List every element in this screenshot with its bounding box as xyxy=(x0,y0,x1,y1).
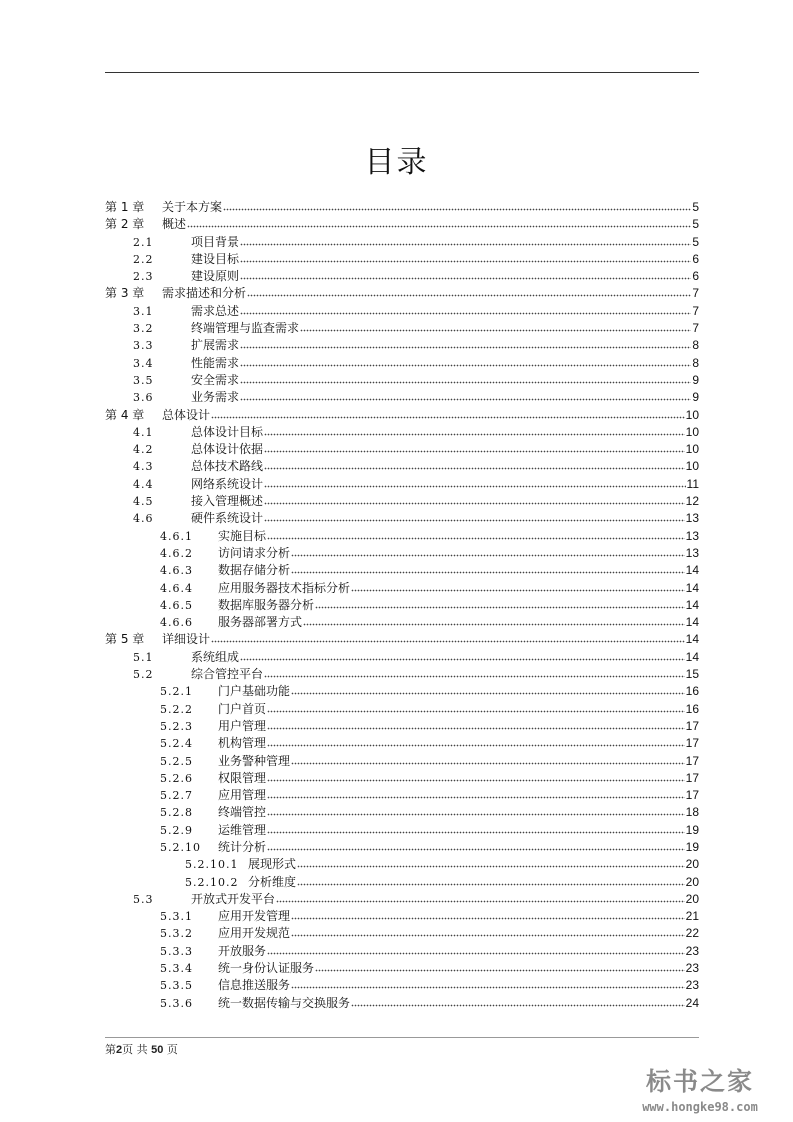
toc-entry[interactable] xyxy=(105,528,699,545)
toc-leader-dots xyxy=(303,616,685,626)
toc-entry-number: 第 4 章 xyxy=(105,407,145,422)
toc-entry-number: 5.2.10 xyxy=(160,840,201,854)
watermark-logo: 标书之家 xyxy=(645,1067,754,1096)
toc-leader-dots xyxy=(291,564,685,574)
toc-entry-number: 4.6 xyxy=(133,512,154,526)
toc-entry-number: 5.3.1 xyxy=(160,910,193,924)
toc-entry[interactable] xyxy=(105,908,699,925)
toc-entry[interactable] xyxy=(105,631,699,648)
toc-entry[interactable] xyxy=(105,303,699,320)
toc-leader-dots xyxy=(223,201,691,211)
toc-entry-page: 11 xyxy=(686,476,699,491)
toc-leader-dots xyxy=(300,322,691,332)
toc-entry-number: 4.4 xyxy=(133,477,154,491)
toc-entry-label: 数据存储分析 xyxy=(218,563,291,578)
toc-leader-dots xyxy=(315,962,685,972)
toc-entry-page: 13 xyxy=(685,545,699,560)
toc-entry[interactable] xyxy=(105,372,699,389)
toc-entry-label: 关于本方案 xyxy=(162,200,223,214)
toc-leader-dots xyxy=(267,720,685,730)
toc-entry-label: 项目背景 xyxy=(191,234,240,249)
toc-entry[interactable] xyxy=(105,960,699,977)
toc-entry-page: 18 xyxy=(685,805,699,820)
toc-entry-number: 4.6.2 xyxy=(160,546,193,560)
toc-entry-number: 5.3.3 xyxy=(160,944,193,958)
toc-entry[interactable] xyxy=(105,407,699,424)
toc-entry-page: 12 xyxy=(685,494,699,509)
toc-entry[interactable] xyxy=(105,977,699,994)
toc-entry-page: 23 xyxy=(685,961,699,976)
toc-entry-number: 5.2.3 xyxy=(160,719,193,733)
toc-entry-page: 17 xyxy=(685,736,699,751)
toc-entry-number: 2.2 xyxy=(133,252,154,266)
footer-suffix: 页 xyxy=(166,1043,178,1056)
toc-entry-label: 总体技术路线 xyxy=(191,459,264,474)
toc-entry-label: 应用开发规范 xyxy=(218,926,291,941)
toc-entry-label: 硬件系统设计 xyxy=(191,511,264,526)
toc-entry-number: 3.4 xyxy=(133,356,154,370)
toc-entry-page: 8 xyxy=(692,338,699,353)
toc-entry-label: 详细设计 xyxy=(162,632,211,647)
toc-entry-page: 23 xyxy=(685,943,699,958)
toc-entry[interactable] xyxy=(105,649,699,666)
toc-entry-page: 10 xyxy=(685,442,699,457)
toc-entry-page: 21 xyxy=(685,909,699,924)
toc-entry-number: 4.6.6 xyxy=(160,616,193,630)
toc-entry[interactable] xyxy=(105,199,699,216)
toc-entry[interactable] xyxy=(105,234,699,251)
toc-entry-page: 6 xyxy=(692,251,699,266)
toc-entry-label: 安全需求 xyxy=(191,372,240,387)
toc-entry-number: 5.2.10.2 xyxy=(185,875,239,889)
toc-entry-number: 5.3.2 xyxy=(160,927,193,941)
toc-entry[interactable] xyxy=(105,441,699,458)
toc-leader-dots xyxy=(240,305,691,315)
toc-entry-page: 20 xyxy=(685,891,699,906)
toc-leader-dots xyxy=(351,582,685,592)
page-title: 目录 xyxy=(364,145,429,180)
toc-leader-dots xyxy=(267,703,685,713)
toc-entry-label: 建设原则 xyxy=(191,269,240,284)
toc-entry[interactable] xyxy=(105,839,699,856)
toc-entry-number: 3.6 xyxy=(133,391,154,405)
toc-entry-page: 8 xyxy=(692,355,699,370)
toc-entry-page: 5 xyxy=(692,200,699,214)
page-footer xyxy=(105,1041,178,1057)
toc-entry[interactable] xyxy=(105,943,699,960)
toc-entry-number: 5.2.2 xyxy=(160,702,193,716)
toc-entry-number: 3.5 xyxy=(133,373,154,387)
footer-total-pages: 50 xyxy=(151,1044,164,1056)
toc-entry-label: 运维管理 xyxy=(218,822,267,837)
toc-leader-dots xyxy=(291,927,685,937)
toc-entry[interactable] xyxy=(105,770,699,787)
toc-entry[interactable] xyxy=(105,614,699,631)
toc-entry[interactable] xyxy=(105,458,699,475)
footer-rule xyxy=(105,1037,699,1038)
toc-entry-label: 业务需求 xyxy=(191,390,240,405)
toc-entry-page: 16 xyxy=(685,701,699,716)
toc-entry[interactable] xyxy=(105,597,699,614)
toc-entry-number: 4.6.4 xyxy=(160,581,193,595)
toc-entry-label: 访问请求分析 xyxy=(218,545,291,560)
toc-entry[interactable] xyxy=(105,701,699,718)
toc-entry-label: 扩展需求 xyxy=(191,338,240,353)
toc-entry[interactable] xyxy=(105,355,699,372)
toc-entry-page: 14 xyxy=(685,597,699,612)
table-of-contents xyxy=(105,199,699,1012)
toc-entry-label: 终端管控 xyxy=(218,805,267,820)
toc-entry-number: 5.2.5 xyxy=(160,754,193,768)
toc-leader-dots xyxy=(264,512,685,522)
toc-entry-page: 6 xyxy=(692,269,699,284)
toc-entry-label: 应用开发管理 xyxy=(218,909,291,924)
toc-leader-dots xyxy=(264,460,685,470)
toc-entry-page: 10 xyxy=(685,424,699,439)
toc-entry-number: 3.2 xyxy=(133,322,154,336)
toc-entry-label: 服务器部署方式 xyxy=(218,615,303,630)
toc-leader-dots xyxy=(240,270,691,280)
toc-leader-dots xyxy=(351,997,685,1007)
toc-entry-page: 13 xyxy=(685,528,699,543)
toc-leader-dots xyxy=(291,910,685,920)
watermark xyxy=(625,1062,775,1114)
toc-entry-label: 实施目标 xyxy=(218,528,267,543)
toc-entry-page: 9 xyxy=(692,390,699,405)
toc-entry-page: 22 xyxy=(685,926,699,941)
toc-leader-dots xyxy=(187,218,691,228)
toc-entry-page: 10 xyxy=(685,459,699,474)
toc-entry[interactable] xyxy=(105,268,699,285)
toc-entry-label: 需求总述 xyxy=(191,303,240,318)
toc-entry[interactable] xyxy=(105,804,699,821)
toc-leader-dots xyxy=(291,685,685,695)
toc-entry-label: 门户基础功能 xyxy=(218,684,291,699)
watermark-url: www.hongke98.com xyxy=(642,1100,758,1114)
toc-leader-dots xyxy=(240,339,691,349)
toc-entry-page: 14 xyxy=(685,632,699,647)
toc-entry-number: 5.2.7 xyxy=(160,789,193,803)
toc-leader-dots xyxy=(211,409,685,419)
toc-leader-dots xyxy=(211,633,685,643)
toc-entry-number: 第 3 章 xyxy=(105,286,145,301)
toc-entry-label: 展现形式 xyxy=(248,857,297,872)
toc-entry-page: 17 xyxy=(685,788,699,803)
toc-entry[interactable] xyxy=(105,424,699,441)
toc-entry-number: 4.6.1 xyxy=(160,529,193,543)
toc-entry-label: 网络系统设计 xyxy=(191,476,264,491)
toc-entry[interactable] xyxy=(105,493,699,510)
toc-entry-label: 开放式开发平台 xyxy=(191,891,276,906)
toc-entry[interactable] xyxy=(105,476,699,493)
toc-leader-dots xyxy=(267,737,685,747)
toc-entry-label: 终端管理与监查需求 xyxy=(191,321,300,336)
toc-entry[interactable] xyxy=(105,337,699,354)
toc-entry-number: 5.3.6 xyxy=(160,996,193,1010)
toc-entry[interactable] xyxy=(105,735,699,752)
toc-entry[interactable] xyxy=(105,510,699,527)
toc-entry-page: 24 xyxy=(685,995,699,1010)
toc-entry-label: 总体设计目标 xyxy=(191,424,264,439)
toc-entry-number: 5.2.6 xyxy=(160,771,193,785)
toc-entry-label: 应用管理 xyxy=(218,788,267,803)
toc-entry[interactable] xyxy=(105,562,699,579)
toc-entry-label: 接入管理概述 xyxy=(191,494,264,509)
toc-entry[interactable] xyxy=(105,389,699,406)
toc-leader-dots xyxy=(297,876,685,886)
toc-entry[interactable] xyxy=(105,683,699,700)
toc-entry-page: 17 xyxy=(685,753,699,768)
toc-entry-page: 14 xyxy=(685,580,699,595)
toc-entry-page: 5 xyxy=(692,234,699,249)
toc-entry-page: 10 xyxy=(685,407,699,422)
toc-entry-page: 19 xyxy=(685,822,699,837)
toc-entry-page: 20 xyxy=(685,874,699,889)
toc-entry-label: 业务警种管理 xyxy=(218,753,291,768)
header-rule xyxy=(105,72,699,73)
toc-entry[interactable] xyxy=(105,545,699,562)
toc-entry-page: 20 xyxy=(685,857,699,872)
toc-entry-number: 5.1 xyxy=(133,650,154,664)
toc-leader-dots xyxy=(240,253,691,263)
toc-entry-page: 7 xyxy=(692,303,699,318)
toc-entry-number: 2.3 xyxy=(133,270,154,284)
footer-prefix: 第 xyxy=(105,1043,116,1056)
toc-entry-label: 建设目标 xyxy=(191,251,240,266)
toc-entry[interactable] xyxy=(105,787,699,804)
toc-leader-dots xyxy=(267,530,685,540)
toc-entry-label: 分析维度 xyxy=(248,874,297,889)
toc-leader-dots xyxy=(267,772,685,782)
toc-entry[interactable] xyxy=(105,666,699,683)
toc-entry-number: 3.3 xyxy=(133,339,154,353)
toc-leader-dots xyxy=(267,945,685,955)
toc-leader-dots xyxy=(240,357,691,367)
toc-entry-page: 5 xyxy=(692,217,699,232)
toc-leader-dots xyxy=(267,841,685,851)
toc-entry-label: 门户首页 xyxy=(218,701,267,716)
toc-leader-dots xyxy=(264,443,685,453)
toc-entry-number: 2.1 xyxy=(133,235,154,249)
toc-entry-number: 4.1 xyxy=(133,425,154,439)
toc-entry-number: 5.2.4 xyxy=(160,737,193,751)
toc-leader-dots xyxy=(264,495,685,505)
toc-entry-page: 19 xyxy=(685,839,699,854)
toc-entry[interactable] xyxy=(105,874,699,891)
toc-entry-number: 4.3 xyxy=(133,460,154,474)
toc-entry-number: 5.2.8 xyxy=(160,806,193,820)
toc-entry[interactable] xyxy=(105,285,699,302)
toc-entry-page: 14 xyxy=(685,649,699,664)
toc-entry[interactable] xyxy=(105,995,699,1012)
toc-entry-number: 4.6.5 xyxy=(160,598,193,612)
toc-entry[interactable] xyxy=(105,320,699,337)
toc-leader-dots xyxy=(267,806,685,816)
toc-leader-dots xyxy=(264,426,685,436)
toc-entry-number: 5.3.4 xyxy=(160,962,193,976)
toc-entry[interactable] xyxy=(105,753,699,770)
toc-entry-number: 3.1 xyxy=(133,304,154,318)
toc-entry-number: 4.2 xyxy=(133,443,154,457)
toc-entry-page: 16 xyxy=(685,684,699,699)
toc-entry-number: 第 5 章 xyxy=(105,632,145,647)
toc-entry-page: 7 xyxy=(692,321,699,336)
toc-leader-dots xyxy=(315,599,685,609)
toc-leader-dots xyxy=(267,789,685,799)
toc-entry-page: 14 xyxy=(685,563,699,578)
toc-entry-label: 概述 xyxy=(162,217,187,232)
toc-entry-label: 总体设计依据 xyxy=(191,442,264,457)
toc-entry-number: 5.2 xyxy=(133,668,154,682)
toc-entry-number: 5.2.9 xyxy=(160,823,193,837)
toc-entry-label: 统计分析 xyxy=(218,839,267,854)
toc-entry-number: 5.3 xyxy=(133,892,154,906)
toc-leader-dots xyxy=(297,858,685,868)
toc-leader-dots xyxy=(291,755,685,765)
toc-entry-number: 5.3.5 xyxy=(160,979,193,993)
toc-entry[interactable] xyxy=(105,251,699,268)
toc-entry-label: 性能需求 xyxy=(191,355,240,370)
toc-leader-dots xyxy=(240,391,691,401)
toc-entry-number: 4.6.3 xyxy=(160,564,193,578)
toc-leader-dots xyxy=(240,374,691,384)
toc-entry[interactable] xyxy=(105,580,699,597)
toc-leader-dots xyxy=(276,893,685,903)
toc-leader-dots xyxy=(264,478,686,488)
footer-current-page: 2 xyxy=(116,1044,123,1056)
toc-entry-number: 第 2 章 xyxy=(105,217,145,232)
toc-entry-label: 机构管理 xyxy=(218,736,267,751)
toc-entry-page: 9 xyxy=(692,372,699,387)
toc-entry[interactable] xyxy=(105,925,699,942)
toc-entry[interactable] xyxy=(105,891,699,908)
toc-entry[interactable] xyxy=(105,856,699,873)
toc-entry-label: 开放服务 xyxy=(218,943,267,958)
toc-entry[interactable] xyxy=(105,216,699,233)
toc-leader-dots xyxy=(291,979,685,989)
toc-leader-dots xyxy=(291,547,685,557)
toc-entry-page: 17 xyxy=(685,770,699,785)
toc-entry-label: 综合管控平台 xyxy=(191,667,264,682)
footer-mid: 页 共 xyxy=(122,1043,148,1056)
toc-leader-dots xyxy=(240,236,691,246)
toc-leader-dots xyxy=(264,668,685,678)
toc-entry-label: 信息推送服务 xyxy=(218,978,291,993)
toc-entry[interactable] xyxy=(105,718,699,735)
toc-entry-label: 总体设计 xyxy=(162,407,211,422)
toc-entry-label: 应用服务器技术指标分析 xyxy=(218,580,351,595)
toc-entry[interactable] xyxy=(105,822,699,839)
toc-entry-label: 统一数据传输与交换服务 xyxy=(218,995,351,1010)
toc-entry-number: 4.5 xyxy=(133,495,154,509)
toc-leader-dots xyxy=(247,287,691,297)
toc-entry-page: 14 xyxy=(685,615,699,630)
toc-entry-label: 权限管理 xyxy=(218,770,267,785)
toc-entry-label: 系统组成 xyxy=(191,649,240,664)
toc-entry-label: 用户管理 xyxy=(218,718,267,733)
toc-entry-label: 统一身份认证服务 xyxy=(218,961,315,976)
toc-leader-dots xyxy=(240,651,685,661)
toc-leader-dots xyxy=(267,824,685,834)
toc-entry-page: 7 xyxy=(692,286,699,301)
toc-entry-page: 13 xyxy=(685,511,699,526)
toc-entry-page: 23 xyxy=(685,978,699,993)
toc-entry-label: 需求描述和分析 xyxy=(162,286,247,301)
toc-entry-number: 第 1 章 xyxy=(105,200,145,214)
toc-entry-page: 17 xyxy=(685,718,699,733)
toc-entry-number: 5.2.10.1 xyxy=(185,858,239,872)
toc-entry-number: 5.2.1 xyxy=(160,685,193,699)
toc-entry-page: 15 xyxy=(685,667,699,682)
toc-entry-label: 数据库服务器分析 xyxy=(218,597,315,612)
